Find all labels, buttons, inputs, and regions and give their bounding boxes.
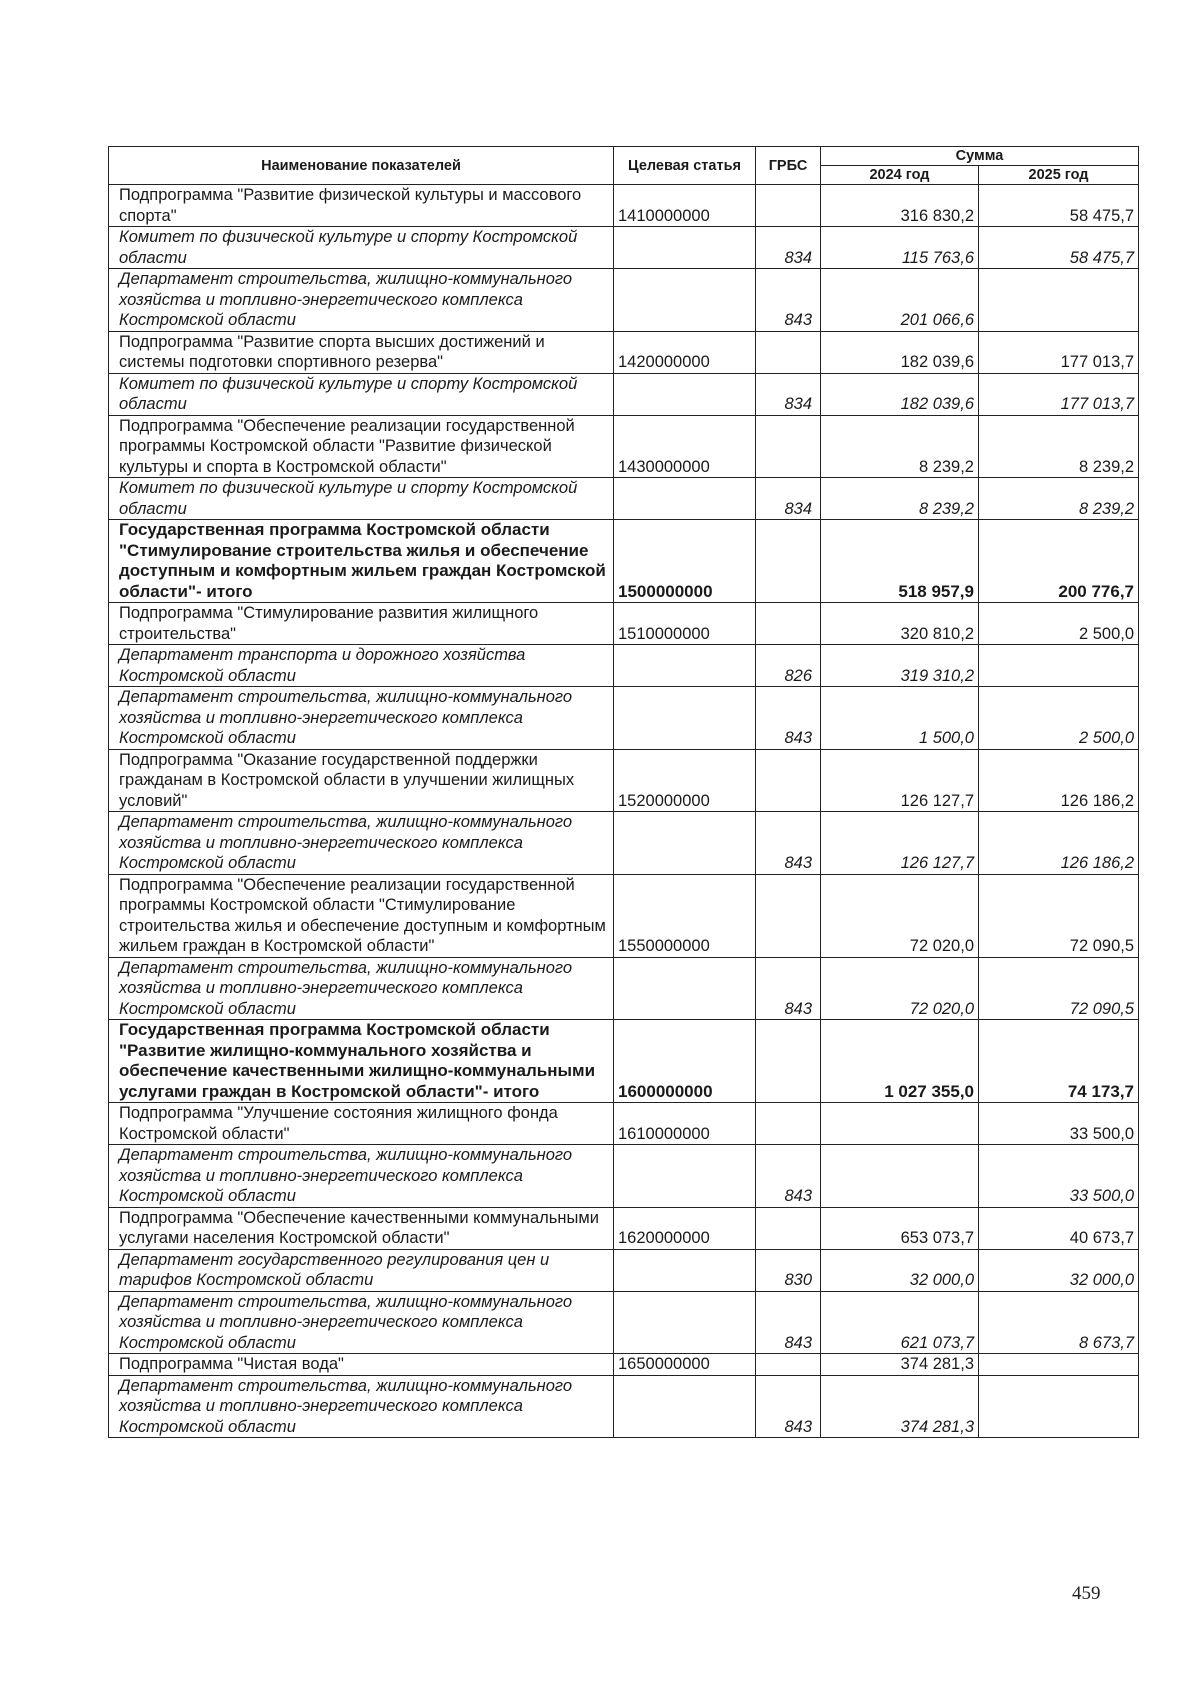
row-name: Комитет по физической культуре и спорту Костромской области	[109, 373, 614, 415]
row-sum-2025: 40 673,7	[979, 1207, 1139, 1249]
table-row	[109, 1145, 1139, 1208]
row-sum-2025: 8 673,7	[979, 1291, 1139, 1354]
row-grbs	[756, 185, 821, 227]
row-sum-2024	[821, 1145, 979, 1208]
row-sum-2024: 126 127,7	[821, 749, 979, 812]
table-row	[109, 1375, 1139, 1438]
table-row	[109, 520, 1139, 603]
row-grbs	[756, 415, 821, 478]
row-name: Департамент строительства, жилищно-коммунального хозяйства и топливно-энергетического комплекса Костромской области	[109, 269, 614, 332]
row-sum-2024: 320 810,2	[821, 603, 979, 645]
row-sum-2025: 2 500,0	[979, 687, 1139, 750]
row-code	[614, 1249, 756, 1291]
row-name: Комитет по физической культуре и спорту Костромской области	[109, 478, 614, 520]
row-grbs: 834	[756, 227, 821, 269]
row-name: Подпрограмма "Обеспечение реализации государственной программы Костромской области "Развитие физической культуры и спорта в Костромской области"	[109, 415, 614, 478]
row-grbs	[756, 1207, 821, 1249]
table-row	[109, 331, 1139, 373]
row-name: Департамент строительства, жилищно-коммунального хозяйства и топливно-энергетического комплекса Костромской области	[109, 1145, 614, 1208]
row-grbs	[756, 874, 821, 957]
row-name: Департамент государственного регулирования цен и тарифов Костромской области	[109, 1249, 614, 1291]
row-grbs: 843	[756, 269, 821, 332]
row-name: Подпрограмма "Обеспечение качественными коммунальными услугами населения Костромской области"	[109, 1207, 614, 1249]
row-grbs: 843	[756, 1375, 821, 1438]
budget-table	[108, 146, 1139, 1438]
row-grbs	[756, 520, 821, 603]
row-sum-2025: 2 500,0	[979, 603, 1139, 645]
row-name: Департамент строительства, жилищно-коммунального хозяйства и топливно-энергетического комплекса Костромской области	[109, 957, 614, 1020]
row-sum-2024	[821, 1103, 979, 1145]
row-sum-2024: 374 281,3	[821, 1375, 979, 1438]
row-sum-2025: 72 090,5	[979, 957, 1139, 1020]
row-sum-2025: 8 239,2	[979, 415, 1139, 478]
row-sum-2024: 72 020,0	[821, 874, 979, 957]
row-code: 1430000000	[614, 415, 756, 478]
row-name: Департамент строительства, жилищно-коммунального хозяйства и топливно-энергетического комплекса Костромской области	[109, 1291, 614, 1354]
row-code	[614, 687, 756, 750]
row-sum-2024: 182 039,6	[821, 331, 979, 373]
row-code: 1620000000	[614, 1207, 756, 1249]
row-sum-2025: 74 173,7	[979, 1020, 1139, 1103]
row-code	[614, 957, 756, 1020]
row-code: 1550000000	[614, 874, 756, 957]
row-code: 1410000000	[614, 185, 756, 227]
row-grbs	[756, 1354, 821, 1376]
row-grbs	[756, 1020, 821, 1103]
table-row	[109, 373, 1139, 415]
table-row	[109, 957, 1139, 1020]
row-sum-2025: 33 500,0	[979, 1145, 1139, 1208]
row-grbs: 830	[756, 1249, 821, 1291]
row-code: 1650000000	[614, 1354, 756, 1376]
row-code	[614, 1145, 756, 1208]
row-sum-2025: 177 013,7	[979, 331, 1139, 373]
row-name: Департамент строительства, жилищно-коммунального хозяйства и топливно-энергетического комплекса Костромской области	[109, 1375, 614, 1438]
header-grbs: ГРБС	[756, 147, 821, 185]
row-sum-2025: 126 186,2	[979, 812, 1139, 875]
row-sum-2024: 1 500,0	[821, 687, 979, 750]
row-grbs: 843	[756, 687, 821, 750]
table-row	[109, 603, 1139, 645]
row-grbs: 826	[756, 645, 821, 687]
row-grbs	[756, 331, 821, 373]
row-code: 1520000000	[614, 749, 756, 812]
table-row	[109, 749, 1139, 812]
budget-table-container	[108, 146, 1138, 1438]
table-header	[109, 147, 1139, 185]
row-name: Комитет по физической культуре и спорту Костромской области	[109, 227, 614, 269]
table-row	[109, 1020, 1139, 1103]
row-sum-2024: 621 073,7	[821, 1291, 979, 1354]
table-row	[109, 645, 1139, 687]
row-sum-2024: 316 830,2	[821, 185, 979, 227]
header-year-2025: 2025 год	[979, 166, 1139, 185]
row-grbs	[756, 749, 821, 812]
table-body	[109, 185, 1139, 1438]
page-number: 459	[1072, 1583, 1101, 1604]
row-code: 1510000000	[614, 603, 756, 645]
header-code: Целевая статья	[614, 147, 756, 185]
row-grbs: 843	[756, 1291, 821, 1354]
row-sum-2024: 182 039,6	[821, 373, 979, 415]
table-row	[109, 812, 1139, 875]
row-sum-2024: 1 027 355,0	[821, 1020, 979, 1103]
row-code	[614, 227, 756, 269]
row-sum-2024: 653 073,7	[821, 1207, 979, 1249]
row-sum-2024: 72 020,0	[821, 957, 979, 1020]
table-row	[109, 415, 1139, 478]
table-row	[109, 1207, 1139, 1249]
header-sum: Сумма	[821, 147, 1139, 166]
row-name: Подпрограмма "Улучшение состояния жилищного фонда Костромской области"	[109, 1103, 614, 1145]
row-name: Департамент строительства, жилищно-коммунального хозяйства и топливно-энергетического комплекса Костромской области	[109, 812, 614, 875]
row-grbs: 834	[756, 478, 821, 520]
row-sum-2024: 518 957,9	[821, 520, 979, 603]
table-row	[109, 269, 1139, 332]
row-name: Подпрограмма "Оказание государственной поддержки гражданам в Костромской области в улучшении жилищных условий"	[109, 749, 614, 812]
row-name: Подпрограмма "Стимулирование развития жилищного строительства"	[109, 603, 614, 645]
table-row	[109, 1354, 1139, 1376]
row-code	[614, 269, 756, 332]
row-grbs: 843	[756, 1145, 821, 1208]
row-name: Подпрограмма "Обеспечение реализации государственной программы Костромской области "Стимулирование строительства жилья и обеспечение доступным и комфортным жильем граждан в Костромской области"	[109, 874, 614, 957]
row-grbs	[756, 603, 821, 645]
row-code: 1420000000	[614, 331, 756, 373]
row-sum-2025	[979, 1375, 1139, 1438]
header-name: Наименование показателей	[109, 147, 614, 185]
row-name: Государственная программа Костромской области "Стимулирование строительства жилья и обеспечение доступным и комфортным жильем граждан Костромской области"- итого	[109, 520, 614, 603]
row-sum-2025	[979, 645, 1139, 687]
row-grbs: 843	[756, 957, 821, 1020]
row-sum-2025: 126 186,2	[979, 749, 1139, 812]
row-sum-2025: 8 239,2	[979, 478, 1139, 520]
row-sum-2024: 8 239,2	[821, 478, 979, 520]
row-sum-2025	[979, 269, 1139, 332]
table-row	[109, 1249, 1139, 1291]
row-sum-2025: 177 013,7	[979, 373, 1139, 415]
row-sum-2024: 126 127,7	[821, 812, 979, 875]
row-code	[614, 373, 756, 415]
row-sum-2025: 58 475,7	[979, 185, 1139, 227]
table-row	[109, 1291, 1139, 1354]
table-row	[109, 185, 1139, 227]
row-name: Государственная программа Костромской области "Развитие жилищно-коммунального хозяйства и обеспечение качественными жилищно-коммунальными услугами граждан в Костромской области"- итого	[109, 1020, 614, 1103]
row-grbs: 834	[756, 373, 821, 415]
row-sum-2024: 201 066,6	[821, 269, 979, 332]
table-row	[109, 1103, 1139, 1145]
row-name: Подпрограмма "Чистая вода"	[109, 1354, 614, 1376]
row-sum-2024: 374 281,3	[821, 1354, 979, 1376]
row-sum-2024: 115 763,6	[821, 227, 979, 269]
row-sum-2025: 200 776,7	[979, 520, 1139, 603]
row-grbs	[756, 1103, 821, 1145]
row-sum-2025: 58 475,7	[979, 227, 1139, 269]
row-sum-2025: 33 500,0	[979, 1103, 1139, 1145]
row-code: 1600000000	[614, 1020, 756, 1103]
row-sum-2025: 72 090,5	[979, 874, 1139, 957]
row-sum-2024: 32 000,0	[821, 1249, 979, 1291]
header-year-2024: 2024 год	[821, 166, 979, 185]
row-code: 1610000000	[614, 1103, 756, 1145]
row-code	[614, 1375, 756, 1438]
row-code	[614, 645, 756, 687]
row-sum-2025: 32 000,0	[979, 1249, 1139, 1291]
row-sum-2024: 319 310,2	[821, 645, 979, 687]
row-name: Подпрограмма "Развитие спорта высших достижений и системы подготовки спортивного резерва"	[109, 331, 614, 373]
row-grbs: 843	[756, 812, 821, 875]
row-code	[614, 1291, 756, 1354]
table-row	[109, 687, 1139, 750]
row-name: Департамент транспорта и дорожного хозяйства Костромской области	[109, 645, 614, 687]
row-name: Подпрограмма "Развитие физической культуры и массового спорта"	[109, 185, 614, 227]
table-row	[109, 227, 1139, 269]
row-code: 1500000000	[614, 520, 756, 603]
row-name: Департамент строительства, жилищно-коммунального хозяйства и топливно-энергетического комплекса Костромской области	[109, 687, 614, 750]
row-code	[614, 812, 756, 875]
table-row	[109, 478, 1139, 520]
row-sum-2025	[979, 1354, 1139, 1376]
row-code	[614, 478, 756, 520]
row-sum-2024: 8 239,2	[821, 415, 979, 478]
table-row	[109, 874, 1139, 957]
